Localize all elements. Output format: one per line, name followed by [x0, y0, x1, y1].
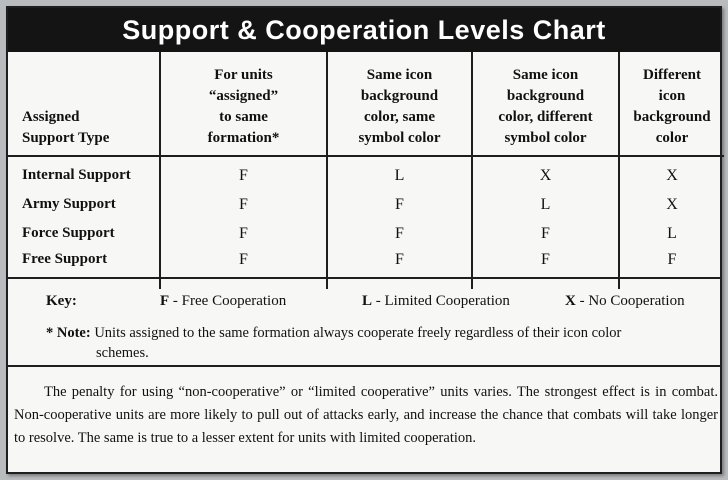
key-section: [8, 277, 720, 367]
key-item-limited: L - Limited Cooperation: [362, 293, 510, 309]
table-row: [8, 156, 724, 190]
table-cell: F: [327, 190, 472, 219]
row-label: Free Support: [8, 248, 160, 289]
row-label: Force Support: [8, 219, 160, 248]
row-label: Internal Support: [8, 156, 160, 190]
header-same-formation: For units “assigned” to same formation*: [160, 52, 327, 156]
table-cell: F: [160, 219, 327, 248]
table-cell: F: [160, 248, 327, 289]
table-cell: L: [667, 224, 677, 242]
table-cell: X: [472, 156, 619, 190]
penalty-section: [8, 365, 720, 474]
table-cell: F: [160, 156, 327, 190]
table-cell: F: [667, 251, 677, 268]
table-cell: F: [327, 219, 472, 248]
table-row: [8, 190, 724, 219]
header-same-bg-different-symbol: Same icon background color, different symbol color: [472, 52, 619, 156]
cooperation-table: [8, 52, 724, 289]
penalty-paragraph: The penalty for using “non-cooperative” or “limited cooperative” units varies. The strongest effect is in combat. Non-cooperative units are more likely to pull out of attacks early, and increase the chance that combats will take longer to resolve. The same is true to a lesser extent for units with limited cooperation.: [14, 384, 718, 446]
footnote-text-continued: schemes.: [96, 345, 149, 361]
footnote-lead: * Note:: [46, 325, 91, 341]
table-cell: F: [160, 190, 327, 219]
table-cell: X: [666, 195, 678, 213]
table-header-row: [8, 52, 724, 156]
chart-title-text: Support & Cooperation Levels Chart: [122, 14, 606, 45]
header-support-type: Assigned Support Type: [8, 52, 160, 156]
table-cell: L: [327, 156, 472, 190]
table-cell: F: [472, 219, 619, 248]
key-item-none: X - No Cooperation: [565, 293, 685, 309]
chart-card: [6, 6, 722, 474]
header-different-bg: Different icon background color: [619, 52, 724, 156]
table-row: [8, 219, 724, 248]
table-cell: F: [327, 248, 472, 289]
key-item-free: F - Free Cooperation: [160, 293, 287, 309]
table-cell: L: [472, 190, 619, 219]
chart-title: [8, 8, 720, 52]
header-same-bg-same-symbol: Same icon background color, same symbol color: [327, 52, 472, 156]
row-label: Army Support: [8, 190, 160, 219]
footnote-text: Units assigned to the same formation always cooperate freely regardless of their icon color: [90, 325, 622, 341]
key-label: Key:: [46, 293, 77, 309]
table-cell: X: [666, 166, 678, 184]
footnote: [46, 323, 716, 363]
table-cell: F: [472, 248, 619, 289]
